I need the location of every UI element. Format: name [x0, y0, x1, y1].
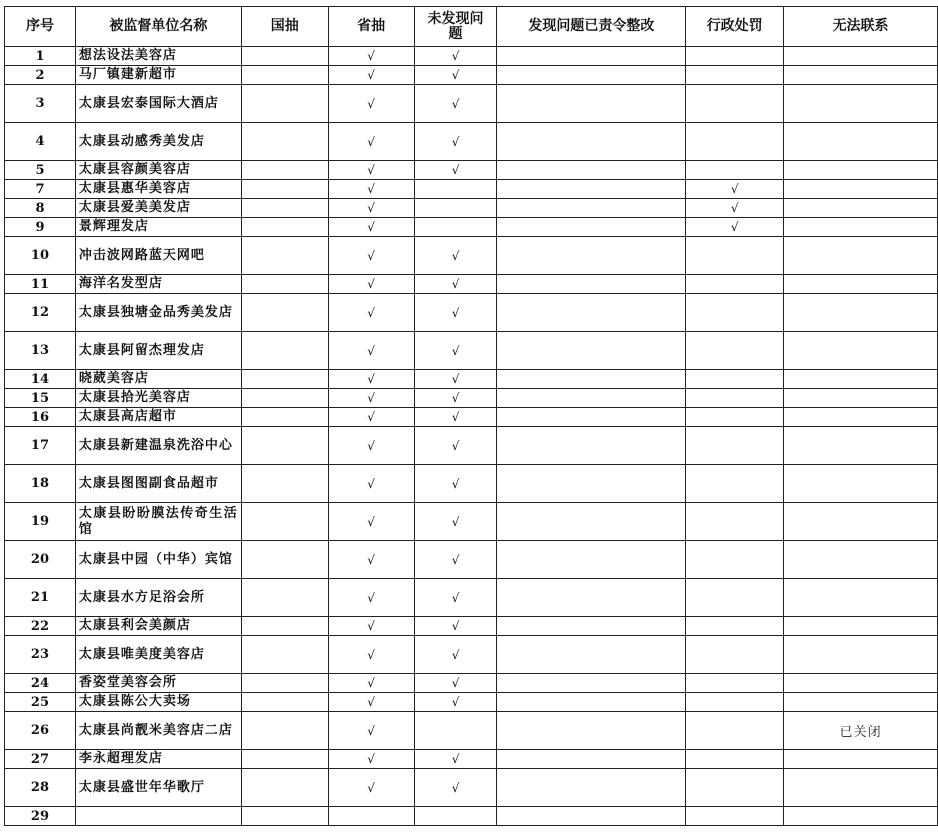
row-number: 18: [5, 465, 76, 503]
unit-name: 晓葳美容店: [75, 370, 241, 389]
provincial-sampling-cell: √: [328, 275, 414, 294]
penalty-cell: √: [686, 218, 784, 237]
row-number: 14: [5, 370, 76, 389]
unit-name: 太康县图图副食品超市: [75, 465, 241, 503]
rectification-cell: [497, 579, 686, 617]
unreachable-cell: [784, 47, 938, 66]
row-number: 19: [5, 503, 76, 541]
row-number: 15: [5, 389, 76, 408]
table-row: [5, 180, 938, 199]
unreachable-cell: [784, 85, 938, 123]
table-row: [5, 275, 938, 294]
national-sampling-cell: [241, 541, 328, 579]
national-sampling-cell: [241, 693, 328, 712]
unit-name: 太康县惠华美容店: [75, 180, 241, 199]
provincial-sampling-cell: √: [328, 123, 414, 161]
header-no-problem-found: 未发现问题: [414, 7, 497, 47]
provincial-sampling-cell: √: [328, 503, 414, 541]
penalty-cell: [686, 161, 784, 180]
no-problem-cell: √: [414, 332, 497, 370]
provincial-sampling-cell: √: [328, 693, 414, 712]
table-row: [5, 66, 938, 85]
provincial-sampling-cell: √: [328, 218, 414, 237]
table-row: [5, 579, 938, 617]
provincial-sampling-cell: √: [328, 636, 414, 674]
no-problem-cell: [414, 180, 497, 199]
penalty-cell: [686, 47, 784, 66]
header-unreachable: 无法联系: [784, 7, 938, 47]
row-number: 20: [5, 541, 76, 579]
national-sampling-cell: [241, 503, 328, 541]
national-sampling-cell: [241, 123, 328, 161]
rectification-cell: [497, 275, 686, 294]
table-row: [5, 47, 938, 66]
row-number: 9: [5, 218, 76, 237]
rectification-cell: [497, 294, 686, 332]
unreachable-cell: [784, 693, 938, 712]
no-problem-cell: [414, 807, 497, 826]
provincial-sampling-cell: √: [328, 408, 414, 427]
national-sampling-cell: [241, 408, 328, 427]
table-row: [5, 408, 938, 427]
header-provincial-sampling: 省抽: [328, 7, 414, 47]
no-problem-cell: [414, 199, 497, 218]
national-sampling-cell: [241, 237, 328, 275]
no-problem-cell: √: [414, 389, 497, 408]
no-problem-cell: √: [414, 750, 497, 769]
row-number: 22: [5, 617, 76, 636]
national-sampling-cell: [241, 674, 328, 693]
provincial-sampling-cell: √: [328, 579, 414, 617]
row-number: 28: [5, 769, 76, 807]
provincial-sampling-cell: √: [328, 712, 414, 750]
unit-name: 太康县高店超市: [75, 408, 241, 427]
no-problem-cell: √: [414, 123, 497, 161]
row-number: 11: [5, 275, 76, 294]
unit-name: 太康县容颜美容店: [75, 161, 241, 180]
rectification-cell: [497, 769, 686, 807]
penalty-cell: [686, 85, 784, 123]
national-sampling-cell: [241, 750, 328, 769]
penalty-cell: [686, 370, 784, 389]
provincial-sampling-cell: √: [328, 427, 414, 465]
penalty-cell: [686, 332, 784, 370]
unit-name: 太康县唯美度美容店: [75, 636, 241, 674]
row-number: 1: [5, 47, 76, 66]
no-problem-cell: √: [414, 693, 497, 712]
provincial-sampling-cell: √: [328, 180, 414, 199]
unit-name: 太康县宏泰国际大酒店: [75, 85, 241, 123]
penalty-cell: [686, 750, 784, 769]
unreachable-cell: [784, 218, 938, 237]
national-sampling-cell: [241, 47, 328, 66]
penalty-cell: [686, 693, 784, 712]
rectification-cell: [497, 807, 686, 826]
penalty-cell: [686, 275, 784, 294]
unit-name: 太康县爱美美发店: [75, 199, 241, 218]
penalty-cell: [686, 123, 784, 161]
national-sampling-cell: [241, 807, 328, 826]
rectification-cell: [497, 66, 686, 85]
rectification-cell: [497, 180, 686, 199]
penalty-cell: [686, 427, 784, 465]
no-problem-cell: √: [414, 503, 497, 541]
unreachable-cell: [784, 161, 938, 180]
unreachable-cell: [784, 750, 938, 769]
table-row: [5, 85, 938, 123]
no-problem-cell: [414, 218, 497, 237]
header-row: [5, 7, 938, 47]
no-problem-cell: √: [414, 465, 497, 503]
penalty-cell: [686, 636, 784, 674]
no-problem-cell: √: [414, 161, 497, 180]
national-sampling-cell: [241, 180, 328, 199]
rectification-cell: [497, 465, 686, 503]
provincial-sampling-cell: √: [328, 769, 414, 807]
unreachable-cell: [784, 370, 938, 389]
national-sampling-cell: [241, 427, 328, 465]
national-sampling-cell: [241, 199, 328, 218]
rectification-cell: [497, 712, 686, 750]
header-no: 序号: [5, 7, 76, 47]
row-number: 3: [5, 85, 76, 123]
unreachable-cell: [784, 427, 938, 465]
unit-name: 冲击波网路蓝天网吧: [75, 237, 241, 275]
header-administrative-penalty: 行政处罚: [686, 7, 784, 47]
rectification-cell: [497, 332, 686, 370]
unit-name: [75, 807, 241, 826]
national-sampling-cell: [241, 370, 328, 389]
provincial-sampling-cell: √: [328, 237, 414, 275]
table-row: [5, 807, 938, 826]
no-problem-cell: √: [414, 47, 497, 66]
rectification-cell: [497, 370, 686, 389]
row-number: 25: [5, 693, 76, 712]
unit-name: 太康县独塘金品秀美发店: [75, 294, 241, 332]
unit-name: 太康县中园（中华）宾馆: [75, 541, 241, 579]
national-sampling-cell: [241, 85, 328, 123]
national-sampling-cell: [241, 275, 328, 294]
table-row: [5, 332, 938, 370]
penalty-cell: [686, 541, 784, 579]
national-sampling-cell: [241, 332, 328, 370]
unreachable-cell: [784, 807, 938, 826]
unit-name: 太康县尚靓米美容店二店: [75, 712, 241, 750]
unit-name: 马厂镇建新超市: [75, 66, 241, 85]
unreachable-cell: [784, 66, 938, 85]
row-number: 5: [5, 161, 76, 180]
penalty-cell: [686, 237, 784, 275]
unreachable-cell: [784, 636, 938, 674]
no-problem-cell: √: [414, 674, 497, 693]
row-number: 8: [5, 199, 76, 218]
rectification-cell: [497, 750, 686, 769]
provincial-sampling-cell: √: [328, 85, 414, 123]
provincial-sampling-cell: √: [328, 199, 414, 218]
table-row: [5, 693, 938, 712]
table-row: [5, 237, 938, 275]
provincial-sampling-cell: √: [328, 389, 414, 408]
unit-name: 太康县新建温泉洗浴中心: [75, 427, 241, 465]
rectification-cell: [497, 408, 686, 427]
no-problem-cell: √: [414, 408, 497, 427]
supervision-table: [4, 6, 938, 826]
no-problem-cell: √: [414, 579, 497, 617]
table-row: [5, 427, 938, 465]
penalty-cell: [686, 617, 784, 636]
row-number: 13: [5, 332, 76, 370]
no-problem-cell: √: [414, 66, 497, 85]
table-row: [5, 123, 938, 161]
row-number: 10: [5, 237, 76, 275]
rectification-cell: [497, 693, 686, 712]
unreachable-cell: [784, 123, 938, 161]
rectification-cell: [497, 237, 686, 275]
no-problem-cell: √: [414, 85, 497, 123]
provincial-sampling-cell: √: [328, 66, 414, 85]
row-number: 29: [5, 807, 76, 826]
row-number: 23: [5, 636, 76, 674]
rectification-cell: [497, 389, 686, 408]
unit-name: 海洋名发型店: [75, 275, 241, 294]
unreachable-cell: [784, 199, 938, 218]
unit-name: 想法设法美容店: [75, 47, 241, 66]
national-sampling-cell: [241, 579, 328, 617]
rectification-cell: [497, 161, 686, 180]
penalty-cell: [686, 503, 784, 541]
provincial-sampling-cell: √: [328, 161, 414, 180]
no-problem-cell: √: [414, 275, 497, 294]
header-rectification-ordered: 发现问题已责令整改: [497, 7, 686, 47]
unreachable-cell: [784, 332, 938, 370]
table-row: [5, 541, 938, 579]
row-number: 26: [5, 712, 76, 750]
provincial-sampling-cell: √: [328, 617, 414, 636]
table-row: [5, 636, 938, 674]
no-problem-cell: √: [414, 541, 497, 579]
unit-name: 李永超理发店: [75, 750, 241, 769]
table-row: [5, 294, 938, 332]
table-row: [5, 674, 938, 693]
rectification-cell: [497, 541, 686, 579]
unreachable-cell: [784, 389, 938, 408]
row-number: 7: [5, 180, 76, 199]
rectification-cell: [497, 218, 686, 237]
unit-name: 香姿堂美容会所: [75, 674, 241, 693]
table-row: [5, 503, 938, 541]
no-problem-cell: √: [414, 427, 497, 465]
national-sampling-cell: [241, 769, 328, 807]
unit-name: 太康县盼盼膜法传奇生活馆: [75, 503, 241, 541]
unreachable-cell: [784, 465, 938, 503]
no-problem-cell: [414, 712, 497, 750]
unit-name: 太康县水方足浴会所: [75, 579, 241, 617]
no-problem-cell: √: [414, 769, 497, 807]
unreachable-cell: [784, 579, 938, 617]
rectification-cell: [497, 427, 686, 465]
table-row: [5, 712, 938, 750]
unit-name: 景辉理发店: [75, 218, 241, 237]
national-sampling-cell: [241, 161, 328, 180]
penalty-cell: [686, 712, 784, 750]
unreachable-cell: [784, 617, 938, 636]
table-row: [5, 769, 938, 807]
national-sampling-cell: [241, 389, 328, 408]
provincial-sampling-cell: √: [328, 332, 414, 370]
row-number: 27: [5, 750, 76, 769]
table-row: [5, 617, 938, 636]
row-number: 24: [5, 674, 76, 693]
table-row: [5, 161, 938, 180]
unit-name: 太康县盛世年华歌厅: [75, 769, 241, 807]
row-number: 16: [5, 408, 76, 427]
provincial-sampling-cell: √: [328, 674, 414, 693]
provincial-sampling-cell: √: [328, 47, 414, 66]
national-sampling-cell: [241, 636, 328, 674]
penalty-cell: √: [686, 180, 784, 199]
unreachable-cell: [784, 294, 938, 332]
rectification-cell: [497, 123, 686, 161]
unit-name: 太康县陈公大卖场: [75, 693, 241, 712]
table-row: [5, 199, 938, 218]
unreachable-cell: [784, 180, 938, 199]
table-body: [5, 47, 938, 826]
table-row: [5, 218, 938, 237]
unreachable-cell: [784, 674, 938, 693]
provincial-sampling-cell: √: [328, 541, 414, 579]
table-row: [5, 750, 938, 769]
provincial-sampling-cell: √: [328, 465, 414, 503]
unit-name: 太康县动感秀美发店: [75, 123, 241, 161]
rectification-cell: [497, 47, 686, 66]
unit-name: 太康县阿留杰理发店: [75, 332, 241, 370]
unreachable-cell: [784, 408, 938, 427]
penalty-cell: [686, 66, 784, 85]
penalty-cell: [686, 769, 784, 807]
rectification-cell: [497, 617, 686, 636]
national-sampling-cell: [241, 712, 328, 750]
table-row: [5, 370, 938, 389]
penalty-cell: [686, 389, 784, 408]
provincial-sampling-cell: √: [328, 750, 414, 769]
rectification-cell: [497, 674, 686, 693]
penalty-cell: [686, 294, 784, 332]
no-problem-cell: √: [414, 370, 497, 389]
penalty-cell: [686, 465, 784, 503]
no-problem-cell: √: [414, 636, 497, 674]
rectification-cell: [497, 85, 686, 123]
no-problem-cell: √: [414, 237, 497, 275]
unreachable-cell: [784, 237, 938, 275]
row-number: 12: [5, 294, 76, 332]
unreachable-cell: [784, 541, 938, 579]
penalty-cell: [686, 408, 784, 427]
unit-name: 太康县拾光美容店: [75, 389, 241, 408]
unreachable-cell: [784, 275, 938, 294]
no-problem-cell: √: [414, 294, 497, 332]
header-unit-name: 被监督单位名称: [75, 7, 241, 47]
rectification-cell: [497, 199, 686, 218]
penalty-cell: [686, 579, 784, 617]
no-problem-cell: √: [414, 617, 497, 636]
rectification-cell: [497, 503, 686, 541]
table-row: [5, 389, 938, 408]
row-number: 17: [5, 427, 76, 465]
row-number: 4: [5, 123, 76, 161]
provincial-sampling-cell: [328, 807, 414, 826]
row-number: 2: [5, 66, 76, 85]
penalty-cell: √: [686, 199, 784, 218]
national-sampling-cell: [241, 617, 328, 636]
unreachable-cell: [784, 503, 938, 541]
table-row: [5, 465, 938, 503]
national-sampling-cell: [241, 294, 328, 332]
unreachable-cell: 已关闭: [784, 712, 938, 750]
national-sampling-cell: [241, 465, 328, 503]
penalty-cell: [686, 674, 784, 693]
unreachable-cell: [784, 769, 938, 807]
unit-name: 太康县利会美颜店: [75, 617, 241, 636]
provincial-sampling-cell: √: [328, 294, 414, 332]
header-national-sampling: 国抽: [241, 7, 328, 47]
national-sampling-cell: [241, 218, 328, 237]
row-number: 21: [5, 579, 76, 617]
national-sampling-cell: [241, 66, 328, 85]
penalty-cell: [686, 807, 784, 826]
rectification-cell: [497, 636, 686, 674]
provincial-sampling-cell: √: [328, 370, 414, 389]
